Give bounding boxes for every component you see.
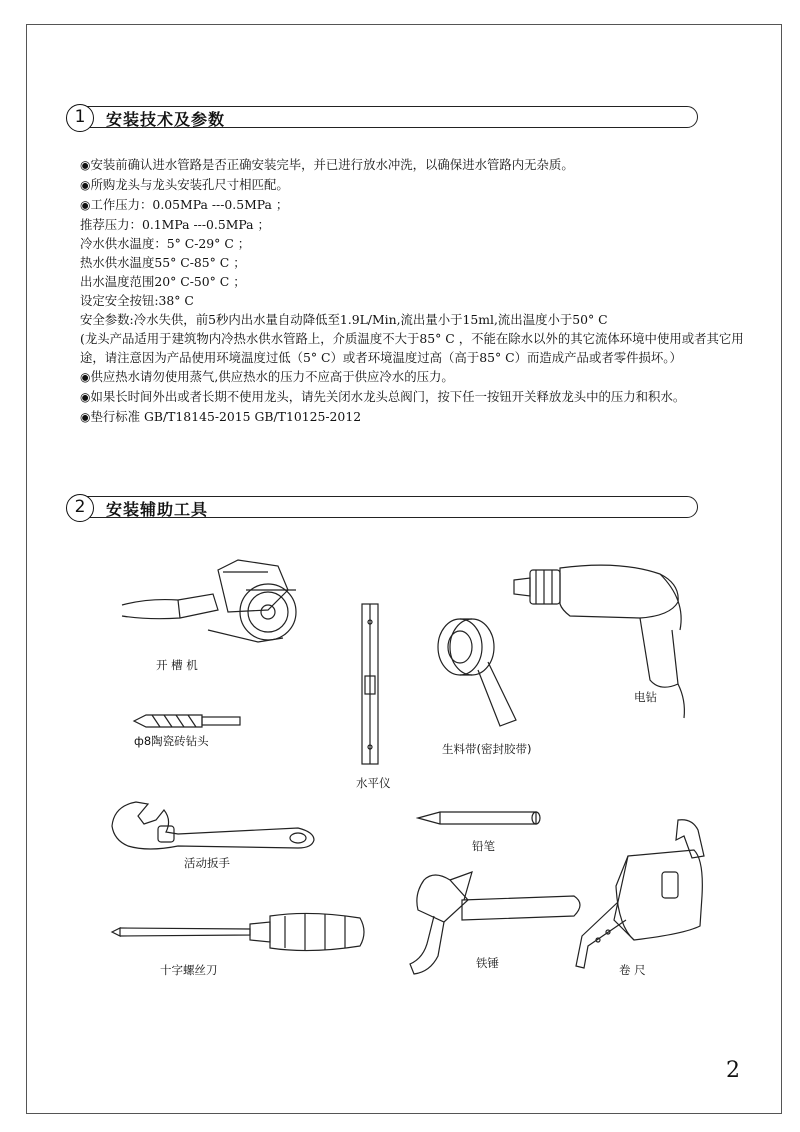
adjustable-wrench-icon <box>108 796 323 854</box>
ptfe-tape-label: 生料带(密封胶带) <box>442 742 532 756</box>
param-line: (龙头产品适用于建筑物内冷热水供水管路上，介质温度不大于85° C ，不能在除水以外的其它流体环境中使用或者其它用途，请注意因为产品使用环境温度过低（5° C）或者环境温度过高（高于85° C）而造成产品或者零件损坏。） <box>80 331 744 365</box>
section-2-number: 2 <box>66 494 94 522</box>
pencil-icon <box>416 806 546 830</box>
section-2-header <box>66 494 698 522</box>
bullet-icon: ◉ <box>80 158 91 172</box>
hammer-label: 铁锤 <box>476 956 499 970</box>
param-line: ◉所购龙头与龙头安装孔尺寸相匹配。 <box>80 177 289 192</box>
tape-measure-label: 卷 尺 <box>619 963 646 977</box>
drill-bit-label: ф8陶瓷砖钻头 <box>134 734 209 748</box>
param-line: 设定安全按钮:38° C <box>80 293 194 308</box>
tape-measure-icon <box>574 816 720 974</box>
electric-drill-label: 电钻 <box>634 690 657 704</box>
level-icon <box>357 602 385 768</box>
params-list <box>80 155 750 427</box>
bullet-icon: ◉ <box>80 410 91 424</box>
bullet-icon: ◉ <box>80 390 91 404</box>
hammer-icon <box>404 870 594 990</box>
param-line: 热水供水温度55° C-85° C ； <box>80 255 246 270</box>
drill-bit-icon <box>132 711 244 731</box>
screwdriver-label: 十字螺丝刀 <box>160 963 218 977</box>
electric-drill-icon <box>510 560 710 720</box>
param-line: 推荐压力：0.1MPa ---0.5MPa ； <box>80 217 270 232</box>
section-1-header <box>66 104 698 132</box>
param-line: 安全参数:冷水失供，前5秒内出水量自动降低至1.9L/Min,流出量小于15ml,流出温度小于50° C <box>80 312 608 327</box>
param-line: ◉如果长时间外出或者长期不使用龙头，请先关闭水龙头总阀门，按下任一按钮开关释放龙头中的压力和积水。 <box>80 389 686 404</box>
param-line: ◉安装前确认进水管路是否正确安装完毕，并已进行放水冲洗，以确保进水管路内无杂质。 <box>80 157 574 172</box>
section-1-number: 1 <box>66 104 94 132</box>
screwdriver-icon <box>110 908 370 956</box>
bullet-icon: ◉ <box>80 198 91 212</box>
groove-cutter-icon <box>118 550 318 660</box>
param-line: 冷水供水温度：5° C-29° C ； <box>80 236 251 251</box>
param-line: ◉垫行标准 GB/T18145-2015 GB/T10125-2012 <box>80 409 362 424</box>
section-1-title: 安装技术及参数 <box>106 110 226 129</box>
adjustable-wrench-label: 活动扳手 <box>184 856 230 870</box>
bullet-icon: ◉ <box>80 178 91 192</box>
pencil-label: 铅笔 <box>472 839 495 853</box>
section-2-title: 安装辅助工具 <box>106 500 209 519</box>
level-label: 水平仪 <box>356 776 391 790</box>
param-line: ◉工作压力：0.05MPa ---0.5MPa ； <box>80 197 289 212</box>
param-line: 出水温度范围20° C-50° C ； <box>80 274 246 289</box>
groove-cutter-label: 开 槽 机 <box>156 658 198 672</box>
bullet-icon: ◉ <box>80 370 91 384</box>
page-number: 2 <box>726 1058 740 1083</box>
param-line: ◉供应热水请勿使用蒸气,供应热水的压力不应高于供应冷水的压力。 <box>80 369 454 384</box>
